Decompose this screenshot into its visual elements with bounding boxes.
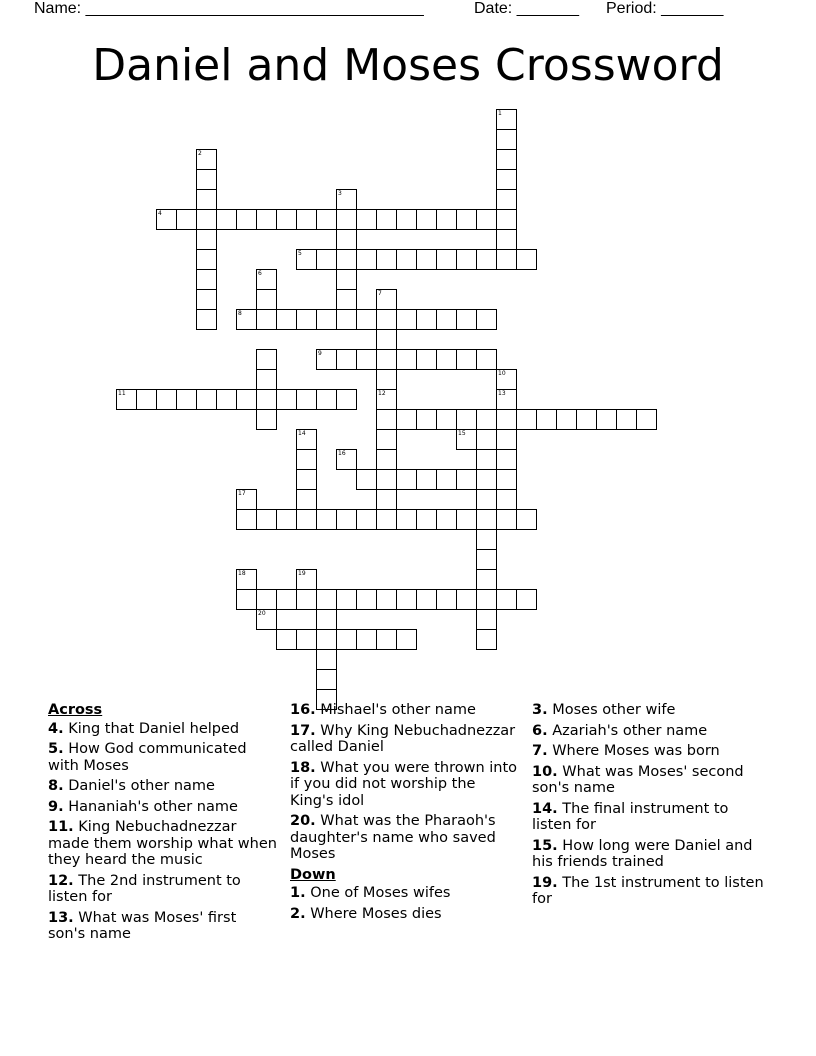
grid-cell[interactable] <box>516 509 537 530</box>
grid-cell[interactable] <box>516 409 537 430</box>
grid-cell[interactable] <box>476 549 497 570</box>
grid-cell[interactable] <box>476 209 497 230</box>
grid-cell[interactable] <box>316 629 337 650</box>
across-heading: Across <box>48 702 103 718</box>
grid-cell[interactable] <box>376 349 397 370</box>
grid-cell[interactable] <box>496 189 517 210</box>
clue-down-7: 7. Where Moses was born <box>532 743 720 759</box>
clue-number: 20 <box>258 610 266 617</box>
grid-cell[interactable] <box>496 209 517 230</box>
grid-cell[interactable] <box>356 209 377 230</box>
grid-cell[interactable] <box>336 449 357 470</box>
grid-cell[interactable] <box>276 629 297 650</box>
grid-cell[interactable] <box>256 309 277 330</box>
name-field[interactable]: Name: ______________________________________ <box>34 0 424 17</box>
grid-cell[interactable] <box>336 589 357 610</box>
grid-cell[interactable] <box>456 589 477 610</box>
clue-down-6: 6. Azariah's other name <box>532 722 708 739</box>
clue-across-12: 12. The 2nd instrument to listen for <box>48 872 241 905</box>
clue-across-13: 13. What was Moses' first son's name <box>48 909 237 942</box>
grid-cell[interactable] <box>236 569 257 590</box>
grid-cell[interactable] <box>636 409 657 430</box>
grid-cell[interactable] <box>476 469 497 490</box>
grid-cell[interactable] <box>496 509 517 530</box>
grid-cell[interactable] <box>256 289 277 310</box>
grid-cell[interactable] <box>376 209 397 230</box>
clue-across-9: 9. Hananiah's other name <box>48 798 238 815</box>
clue-down-2: 2. Where Moses dies <box>290 905 442 922</box>
clue-number: 13 <box>498 390 506 397</box>
grid-cell[interactable] <box>336 349 357 370</box>
grid-cell[interactable] <box>496 249 517 270</box>
grid-cell[interactable] <box>496 409 517 430</box>
clue-across-4: 4. King that Daniel helped <box>48 720 240 737</box>
grid-cell[interactable] <box>276 509 297 530</box>
grid-cell[interactable] <box>436 409 457 430</box>
grid-cell[interactable] <box>436 309 457 330</box>
grid-cell[interactable] <box>236 389 257 410</box>
grid-cell[interactable] <box>476 309 497 330</box>
clue-down-15: 15. How long were Daniel and his friends trained <box>532 837 753 870</box>
grid-cell[interactable] <box>496 589 517 610</box>
grid-cell[interactable] <box>456 349 477 370</box>
clue-across-18: 18. What you were thrown into if you did not worship the King's idol <box>290 759 518 809</box>
clue-number: 17 <box>238 490 246 497</box>
clue-number: 16 <box>338 450 346 457</box>
grid-cell[interactable] <box>376 409 397 430</box>
grid-cell[interactable] <box>476 429 497 450</box>
grid-cell[interactable] <box>456 429 477 450</box>
grid-cell[interactable] <box>336 389 357 410</box>
grid-cell[interactable] <box>436 209 457 230</box>
grid-cell[interactable] <box>396 589 417 610</box>
grid-cell[interactable] <box>436 509 457 530</box>
clue-down-14: 14. The final instrument to listen for <box>532 800 729 833</box>
page-title: Daniel and Moses Crossword <box>92 40 724 91</box>
grid-cell[interactable] <box>396 409 417 430</box>
grid-cell[interactable] <box>456 469 477 490</box>
clue-number: 2 <box>198 150 202 157</box>
grid-cell[interactable] <box>476 489 497 510</box>
grid-cell[interactable] <box>416 309 437 330</box>
grid-cell[interactable] <box>396 209 417 230</box>
grid-cell[interactable] <box>456 209 477 230</box>
grid-cell[interactable] <box>376 489 397 510</box>
grid-cell[interactable] <box>336 629 357 650</box>
grid-cell[interactable] <box>496 169 517 190</box>
grid-cell[interactable] <box>396 309 417 330</box>
grid-cell[interactable] <box>496 149 517 170</box>
grid-cell[interactable] <box>316 389 337 410</box>
grid-cell[interactable] <box>496 109 517 130</box>
grid-cell[interactable] <box>496 489 517 510</box>
grid-cell[interactable] <box>396 469 417 490</box>
grid-cell[interactable] <box>296 209 317 230</box>
grid-cell[interactable] <box>296 589 317 610</box>
grid-cell[interactable] <box>316 249 337 270</box>
clue-number: 18 <box>238 570 246 577</box>
clue-number: 4 <box>158 210 162 217</box>
grid-cell[interactable] <box>516 249 537 270</box>
grid-cell[interactable] <box>356 349 377 370</box>
grid-cell[interactable] <box>256 389 277 410</box>
grid-cell[interactable] <box>496 389 517 410</box>
grid-cell[interactable] <box>296 389 317 410</box>
clue-column-3 <box>532 702 772 912</box>
grid-cell[interactable] <box>376 629 397 650</box>
grid-cell[interactable] <box>296 449 317 470</box>
grid-cell[interactable] <box>216 389 237 410</box>
grid-cell[interactable] <box>256 369 277 390</box>
grid-cell[interactable] <box>236 489 257 510</box>
grid-cell[interactable] <box>356 469 377 490</box>
clue-number: 7 <box>378 290 382 297</box>
grid-cell[interactable] <box>196 309 217 330</box>
grid-cell[interactable] <box>276 389 297 410</box>
grid-cell[interactable] <box>276 209 297 230</box>
grid-cell[interactable] <box>436 589 457 610</box>
clue-across-11: 11. King Nebuchadnezzar made them worship what when they heard the music <box>48 819 277 868</box>
grid-cell[interactable] <box>156 389 177 410</box>
worksheet-header <box>0 0 816 22</box>
grid-cell[interactable] <box>276 309 297 330</box>
grid-cell[interactable] <box>376 389 397 410</box>
clue-across-17: 17. Why King Nebuchadnezzar called Daniel <box>290 722 516 755</box>
clue-column-1 <box>48 702 278 947</box>
grid-cell[interactable] <box>256 509 277 530</box>
grid-cell[interactable] <box>336 309 357 330</box>
grid-cell[interactable] <box>396 509 417 530</box>
clue-column-2 <box>290 702 520 926</box>
clue-number: 15 <box>458 430 466 437</box>
clue-number: 19 <box>298 570 306 577</box>
grid-cell[interactable] <box>336 509 357 530</box>
grid-cell[interactable] <box>596 409 617 430</box>
grid-cell[interactable] <box>216 209 237 230</box>
grid-cell[interactable] <box>456 509 477 530</box>
clue-across-16: 16. Mishael's other name <box>290 702 476 718</box>
grid-cell[interactable] <box>296 489 317 510</box>
grid-cell[interactable] <box>196 149 217 170</box>
grid-cell[interactable] <box>456 309 477 330</box>
grid-cell[interactable] <box>536 409 557 430</box>
grid-cell[interactable] <box>116 389 137 410</box>
grid-cell[interactable] <box>416 509 437 530</box>
grid-cell[interactable] <box>136 389 157 410</box>
grid-cell[interactable] <box>296 569 317 590</box>
grid-cell[interactable] <box>336 249 357 270</box>
grid-cell[interactable] <box>396 629 417 650</box>
grid-cell[interactable] <box>336 229 357 250</box>
grid-cell[interactable] <box>176 209 197 230</box>
grid-cell[interactable] <box>356 509 377 530</box>
grid-cell[interactable] <box>376 469 397 490</box>
grid-cell[interactable] <box>496 449 517 470</box>
clue-number: 9 <box>318 350 322 357</box>
grid-cell[interactable] <box>476 569 497 590</box>
grid-cell[interactable] <box>316 509 337 530</box>
grid-cell[interactable] <box>296 629 317 650</box>
grid-cell[interactable] <box>156 209 177 230</box>
grid-cell[interactable] <box>456 409 477 430</box>
grid-cell[interactable] <box>476 249 497 270</box>
grid-cell[interactable] <box>496 369 517 390</box>
grid-cell[interactable] <box>316 209 337 230</box>
grid-cell[interactable] <box>256 349 277 370</box>
grid-cell[interactable] <box>496 229 517 250</box>
grid-cell[interactable] <box>196 289 217 310</box>
grid-cell[interactable] <box>336 189 357 210</box>
clue-number: 3 <box>338 190 342 197</box>
date-field[interactable]: Date: _______ <box>474 0 579 17</box>
grid-cell[interactable] <box>376 589 397 610</box>
grid-cell[interactable] <box>236 589 257 610</box>
grid-cell[interactable] <box>236 309 257 330</box>
period-field[interactable]: Period: _______ <box>606 0 724 17</box>
grid-cell[interactable] <box>376 429 397 450</box>
grid-cell[interactable] <box>416 409 437 430</box>
grid-cell[interactable] <box>196 209 217 230</box>
grid-cell[interactable] <box>616 409 637 430</box>
grid-cell[interactable] <box>416 209 437 230</box>
grid-cell[interactable] <box>476 589 497 610</box>
grid-cell[interactable] <box>256 209 277 230</box>
grid-cell[interactable] <box>416 349 437 370</box>
grid-cell[interactable] <box>376 289 397 310</box>
clue-across-20: 20. What was the Pharaoh's daughter's name who saved Moses <box>290 813 496 862</box>
grid-cell[interactable] <box>416 589 437 610</box>
grid-cell[interactable] <box>196 269 217 290</box>
grid-cell[interactable] <box>476 609 497 630</box>
grid-cell[interactable] <box>476 449 497 470</box>
grid-cell[interactable] <box>316 309 337 330</box>
grid-cell[interactable] <box>176 389 197 410</box>
grid-cell[interactable] <box>256 589 277 610</box>
grid-cell[interactable] <box>376 509 397 530</box>
grid-cell[interactable] <box>496 469 517 490</box>
grid-cell[interactable] <box>456 249 477 270</box>
clue-number: 11 <box>118 390 126 397</box>
grid-cell[interactable] <box>236 509 257 530</box>
grid-cell[interactable] <box>476 629 497 650</box>
grid-cell[interactable] <box>476 349 497 370</box>
grid-cell[interactable] <box>436 349 457 370</box>
grid-cell[interactable] <box>396 349 417 370</box>
grid-cell[interactable] <box>416 249 437 270</box>
grid-cell[interactable] <box>356 629 377 650</box>
grid-cell[interactable] <box>476 529 497 550</box>
grid-cell[interactable] <box>336 269 357 290</box>
clue-down-19: 19. The 1st instrument to listen for <box>532 874 764 907</box>
clue-down-1: 1. One of Moses wifes <box>290 885 451 901</box>
grid-cell[interactable] <box>476 509 497 530</box>
grid-cell[interactable] <box>196 249 217 270</box>
grid-cell[interactable] <box>576 409 597 430</box>
grid-cell[interactable] <box>316 649 337 670</box>
grid-cell[interactable] <box>296 249 317 270</box>
clue-number: 1 <box>498 110 502 117</box>
grid-cell[interactable] <box>316 349 337 370</box>
grid-cell[interactable] <box>276 589 297 610</box>
clue-number: 12 <box>378 390 386 397</box>
clue-down-3: 3. Moses other wife <box>532 702 676 718</box>
grid-cell[interactable] <box>376 329 397 350</box>
grid-cell[interactable] <box>376 309 397 330</box>
grid-cell[interactable] <box>356 249 377 270</box>
grid-cell[interactable] <box>336 289 357 310</box>
grid-cell[interactable] <box>196 169 217 190</box>
clue-across-5: 5. How God communicated with Moses <box>48 741 247 774</box>
clue-number: 6 <box>258 270 262 277</box>
grid-cell[interactable] <box>196 229 217 250</box>
grid-cell[interactable] <box>196 189 217 210</box>
down-heading: Down <box>290 866 336 883</box>
grid-cell[interactable] <box>436 249 457 270</box>
grid-cell[interactable] <box>296 509 317 530</box>
grid-cell[interactable] <box>316 669 337 690</box>
grid-cell[interactable] <box>496 129 517 150</box>
clue-down-10: 10. What was Moses' second son's name <box>532 763 744 796</box>
grid-cell[interactable] <box>316 589 337 610</box>
grid-cell[interactable] <box>296 469 317 490</box>
grid-cell[interactable] <box>236 209 257 230</box>
clue-number: 14 <box>298 430 306 437</box>
clue-number: 5 <box>298 250 302 257</box>
grid-cell[interactable] <box>256 609 277 630</box>
grid-cell[interactable] <box>336 209 357 230</box>
grid-cell[interactable] <box>376 249 397 270</box>
grid-cell[interactable] <box>296 309 317 330</box>
grid-cell[interactable] <box>416 469 437 490</box>
grid-cell[interactable] <box>516 589 537 610</box>
clue-across-8: 8. Daniel's other name <box>48 778 215 794</box>
grid-cell[interactable] <box>296 429 317 450</box>
grid-cell[interactable] <box>356 309 377 330</box>
grid-cell[interactable] <box>396 249 417 270</box>
grid-cell[interactable] <box>436 469 457 490</box>
clue-number: 8 <box>238 310 242 317</box>
grid-cell[interactable] <box>356 589 377 610</box>
grid-cell[interactable] <box>196 389 217 410</box>
grid-cell[interactable] <box>556 409 577 430</box>
grid-cell[interactable] <box>496 429 517 450</box>
grid-cell[interactable] <box>376 369 397 390</box>
clue-number: 10 <box>498 370 506 377</box>
grid-cell[interactable] <box>376 449 397 470</box>
grid-cell[interactable] <box>256 409 277 430</box>
grid-cell[interactable] <box>476 409 497 430</box>
grid-cell[interactable] <box>256 269 277 290</box>
grid-cell[interactable] <box>316 609 337 630</box>
